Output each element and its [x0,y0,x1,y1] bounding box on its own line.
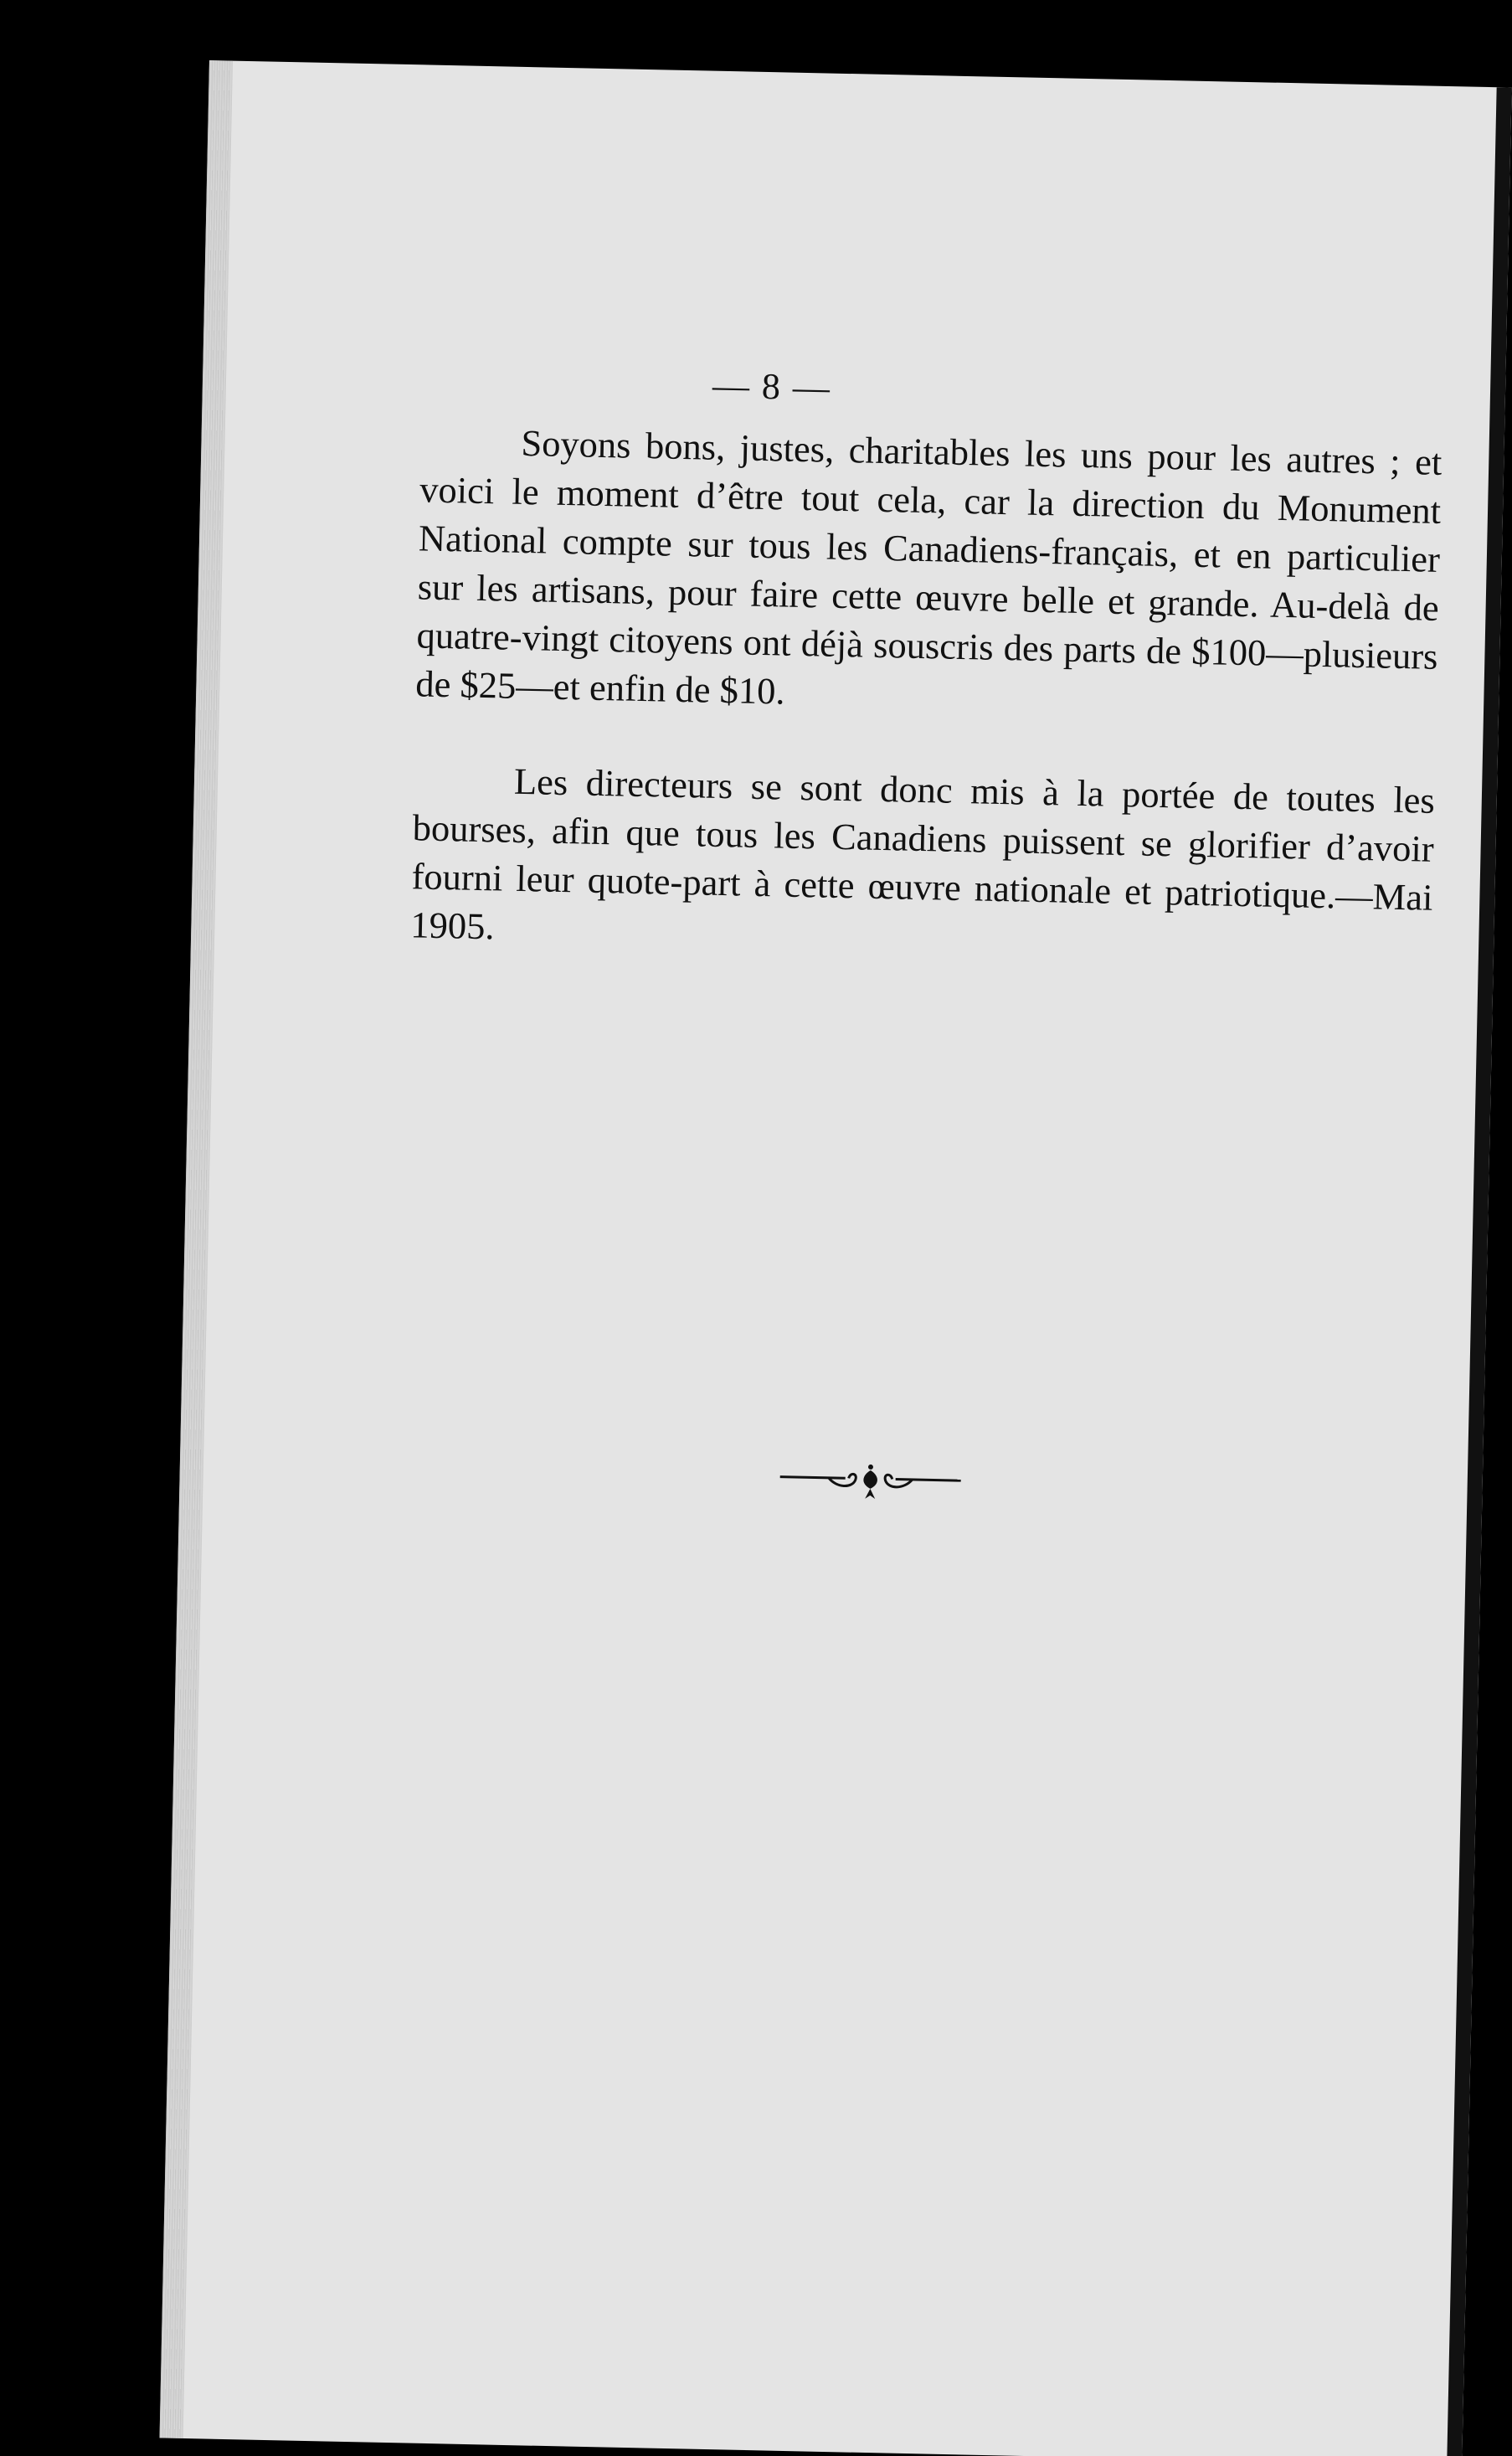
page-edge-shading [160,60,233,2438]
body-text [410,416,1443,970]
page-edge-shadow [1447,87,1511,2456]
book-page [160,60,1512,2456]
page-number: — 8 — [712,364,832,409]
fleuron-tailpiece-icon [778,1459,963,1513]
paragraph: Les directeurs se sont donc mis à la portée de toutes les bourses, afin que tous les Canadiens puissent se glorifier d’avoir fourni leur quote-part à cette œuvre nationale et patriotique.—Mai 1905. [409,759,1436,948]
paragraph: Soyons bons, justes, charitables les uns pour les autres ; et voici le moment d’être tout cela, car la direction du Monument National compte sur tous les Canadiens-français, et en particulier sur les artisans, pour faire cette œuvre belle et grande. Au-delà de quatre-vingt citoyens ont déjà souscris des parts de $100—plusieurs de $25—et enfin de $10. [414,421,1443,713]
